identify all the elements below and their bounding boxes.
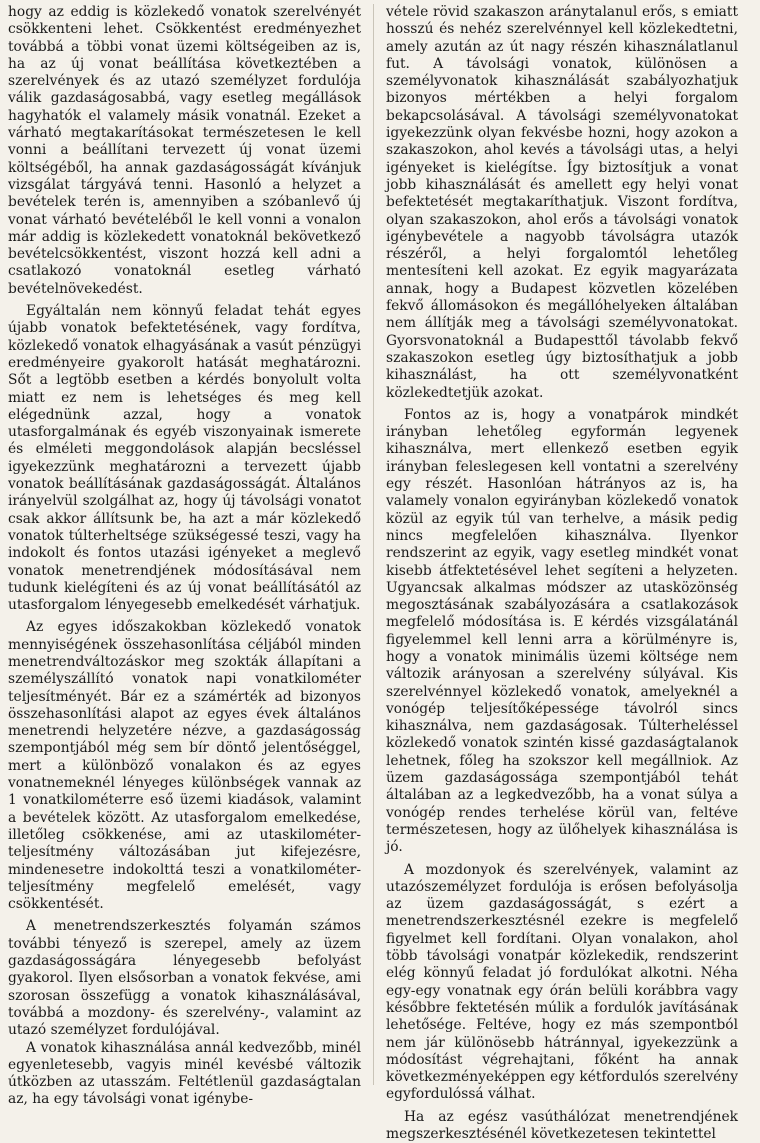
paragraph: Fontos az is, hogy a vonatpárok mindkét irányban lehetőleg egyformán legyenek kihasználva, mert ellenkező esetben egyik irányban feleslegesen kell vontatni a szerelvény egy részét. Hasonlóan hátrányos az is, ha valamely vonalon egyirányban közlekedő vonatok közül az egyik túl van terhelve, a másik pedig nincs megfelelően kihasználva. Ilyenkor rendszerint az egyik, vagy esetleg mindkét vonat kisebb átfektetésével lehet segíteni a helyzeten. Ugyancsak alkalmas módszer az utasközönség megosztásának szabályozására a csatlakozások megfelelő módosítása is. E kérdés vizsgálatánál figyelemmel kell lenni arra a körülményre is, hogy a vonatok minimális üzemi költsége nem változik arányosan a szerelvény súlyával. Kis szerelvénnyel közlekedő vonatok, amelyeknél a vonógép teljesítőképessége távolról sincs kihasználva, nem gazdaságosak. Túlterheléssel közlekedő vonatok szintén kissé gazdaságtalanok lehetnek, főleg ha szokszor kell megállniok. Az üzem gazdaságossága szempontjából tehát általában az a legkedvezőbb, ha a vonat súlya a vonógép rendes terhelése körül van, feltéve természetesen, hogy az ülőhelyek kihasználása is jó. [386,406,738,856]
paragraph: A vonatok kihasználása annál kedvezőbb, minél egyenletesebb, vagyis minél kevésbé változik útközben az utasszám. Feltétlenül gazdaságtalan az, ha egy távolsági vonat igénybe- [8,1039,361,1108]
right-column [373,4,738,1142]
paragraph: vétele rövid szakaszon aránytalanul erős, s emiatt hosszú és nehéz szerelvénnyel kell közlekedtetni, amely azután az út nagy részén kihasználatlanul fut. A távolsági vonatok, különösen a személyvonatok kihasználását szabályozhatjuk bizonyos mértékben a helyi forgalom bekapcsolásával. A távolsági személyvonatokat igyekezzünk olyan fekvésbe hozni, hogy azokon a szakaszokon, ahol kevés a távolsági utas, a helyi igényeket is kielégítse. Így biztosítjuk a vonat jobb kihasználását és amellett egy helyi vonat befektetését megtakaríthatjuk. Viszont fordítva, olyan szakaszokon, ahol erős a távolsági vonatok igénybevétele a nagyobb távolságra utazók részéről, a helyi forgalomtól lehetőleg mentesíteni kell azokat. Ez egyik magyarázata annak, hogy a Budapest közvetlen közelében fekvő állomásokon és megállóhelyeken általában nem állítják meg a távolsági személyvonatokat. Gyorsvonatoknál a Budapesttől távolabb fekvő szakaszokon esetleg úgy biztosíthatjuk a jobb kihasználást, ha ott személyvonatként közlekedtetjük azokat. [386,4,738,401]
paragraph: A menetrendszerkesztés folyamán számos további tényező is szerepel, amely az üzem gazdaságosságára lényegesebb befolyást gyakorol. Ilyen elsősorban a vonatok fekvése, ami szorosan összefügg a vonatok kihasználásával, továbbá a mozdony- és szerelvény-, valamint az utazó személyzet fordulójával. [8,918,361,1039]
paragraph: A mozdonyok és szerelvények, valamint az utazószemélyzet fordulója is erősen befolyásolja az üzem gazdaságosságát, s ezért a menetrendszerkesztésnél ezekre is megfelelő figyelmet kell fordítani. Olyan vonalakon, ahol több távolsági vonatpár közlekedik, rendszerint elég könnyű feladat jó fordulókat alkotni. Néha egy-egy vonatnak egy órán belüli korábbra vagy későbbre fektetésén múlik a fordulók javításának lehetősége. Feltéve, hogy ez más szempontból nem jár különösebb hátránnyal, igyekezzünk a módosítást végrehajtani, főként ha annak következményeképpen egy kétfordulós szerelvény egyfordulóssá válhat. [386,861,738,1103]
left-column [8,4,373,1108]
paragraph: Egyáltalán nem könnyű feladat tehát egyes újabb vonatok befektetésének, vagy fordítva, közlekedő vonatok elhagyásának a vasút pénzügyi eredményeire gyakorolt hatását meghatározni. Sőt a legtöbb esetben a kérdés bonyolult volta miatt ez nem is lehetséges és meg kell elégednünk azzal, hogy a vonatok utasforgalmának és egyéb viszonyainak ismerete és elméleti meggondolások alapján becsléssel igyekezzünk meghatározni a tervezett újabb vonatok beállításának gazdaságosságát. Általános irányelvül szolgálhat az, hogy új távolsági vonatot csak akkor állítsunk be, ha azt a már közlekedő vonatok túlterheltsége szükségessé teszi, vagy ha indokolt és fontos utazási igényeket a meglevő vonatok menetrendjének módosításával nem tudunk kielégíteni és az új vonat beállításától az utasforgalom lényegesebb emelkedését várhatjuk. [8,303,361,614]
paragraph: Az egyes időszakokban közlekedő vonatok mennyiségének összehasonlítása céljából minden menetrendváltozáskor meg szokták állapítani a személyszállító vonatok napi vonatkilométer teljesítményét. Bár ez a számérték ad bizonyos összehasonlítási alapot az egyes évek általános menetrendi helyzetére nézve, a gazdaságosság szempontjából még sem bír döntő jelentőséggel, mert a különböző vonalakon és az egyes vonatnemeknél lényeges különbségek vannak az 1 vonatkilométerre eső üzemi kiadások, valamint a bevételek között. Az utasforgalom emelkedése, illetőleg csökkenése, ami az utaskilométer-teljesítmény változásában jut kifejezésre, mindenesetre indokolttá teszi a vonatkilométer-teljesítmény megfelelő emelését, vagy csökkentését. [8,619,361,913]
paragraph: Ha az egész vasúthálózat menetrendjének megszerkesztésénél következetesen tekintettel [386,1108,738,1142]
paragraph: hogy az eddig is közlekedő vonatok szerelvényét csökkenteni lehet. Csökkentést eredményezhet továbbá a többi vonat üzemi költségeiben az is, ha az új vonat beállítása következtében a szerelvények és az utazó személyzet fordulója válik gazdaságosabbá, vagy esetleg megállások hagyhatók el valamely másik vonatnál. Ezeket a várható megtakarításokat természetesen le kell vonni a beállítani tervezett új vonat üzemi költségéből, ha annak gazdaságosságát kívánjuk vizsgálat tárgyává tenni. Hasonló a helyzet a bevételek terén is, amennyiben a szóbanlevő új vonat várható bevételéből le kell vonni a vonalon már addig is közlekedett vonatoknál bekövetkező bevételcsökkentést, viszont hozzá kell adni a csatlakozó vonatoknál esetleg várható bevételnövekedést. [8,4,361,297]
